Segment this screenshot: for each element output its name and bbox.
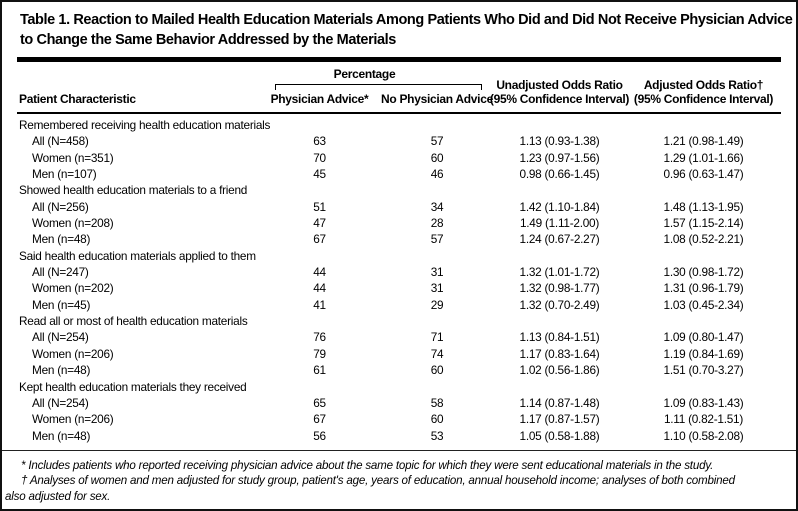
percentage-subheaders bbox=[262, 92, 497, 112]
cell-characteristic: Women (n=206) bbox=[32, 346, 114, 361]
cell-physician-advice-pct: 76 bbox=[313, 330, 326, 345]
section-label-row bbox=[17, 117, 781, 133]
section-label: Read all or most of health education materials bbox=[19, 314, 248, 329]
cell-physician-advice-pct: 79 bbox=[313, 346, 326, 361]
cell-characteristic: Women (n=206) bbox=[32, 412, 114, 427]
cell-unadjusted-or: 1.02 (0.56-1.86) bbox=[519, 363, 600, 378]
cell-unadjusted-or: 1.14 (0.87-1.48) bbox=[519, 395, 600, 410]
table-row bbox=[17, 166, 781, 182]
cell-characteristic: Men (n=45) bbox=[32, 297, 91, 312]
cell-physician-advice-pct: 41 bbox=[313, 297, 326, 312]
table-row bbox=[17, 428, 781, 444]
cell-characteristic: Men (n=48) bbox=[32, 428, 91, 443]
cell-physician-advice-pct: 44 bbox=[313, 281, 326, 296]
cell-physician-advice-pct: 67 bbox=[313, 232, 326, 247]
cell-characteristic: Men (n=48) bbox=[32, 363, 91, 378]
cell-adjusted-or: 1.30 (0.98-1.72) bbox=[663, 265, 744, 280]
cell-adjusted-or: 1.21 (0.98-1.49) bbox=[663, 134, 744, 149]
cell-no-physician-advice-pct: 29 bbox=[430, 297, 444, 312]
cell-no-physician-advice-pct: 34 bbox=[430, 199, 444, 214]
table-row bbox=[17, 280, 781, 296]
cell-characteristic: All (N=256) bbox=[32, 199, 89, 214]
footnote-asterisk: * Includes patients who reported receiving physician advice about the same topic for which they were sent educational materials in the study. bbox=[21, 458, 714, 472]
cell-characteristic: Men (n=48) bbox=[32, 232, 91, 247]
footnotes bbox=[2, 451, 796, 505]
cell-adjusted-or: 1.10 (0.58-2.08) bbox=[663, 428, 744, 443]
cell-characteristic: All (N=247) bbox=[32, 265, 89, 280]
cell-physician-advice-pct: 61 bbox=[313, 363, 326, 378]
cell-no-physician-advice-pct: 28 bbox=[430, 216, 444, 231]
column-header-adjusted-or-line-1: Adjusted Odds Ratio† bbox=[643, 78, 764, 92]
cell-adjusted-or: 1.57 (1.15-2.14) bbox=[663, 216, 744, 231]
cell-characteristic: Women (n=202) bbox=[32, 281, 114, 296]
cell-unadjusted-or: 1.17 (0.83-1.64) bbox=[519, 346, 600, 361]
footnote-dagger-line-1: † Analyses of women and men adjusted for study group, patient's age, years of education, annual household income; analyses of both combined bbox=[21, 474, 735, 488]
table-row bbox=[17, 329, 781, 345]
cell-unadjusted-or: 1.13 (0.93-1.38) bbox=[519, 134, 600, 149]
table-row bbox=[17, 362, 781, 378]
table-row bbox=[17, 395, 781, 411]
cell-no-physician-advice-pct: 46 bbox=[430, 167, 444, 182]
table-header bbox=[17, 62, 781, 114]
cell-unadjusted-or: 1.05 (0.58-1.88) bbox=[519, 428, 600, 443]
table-row bbox=[17, 215, 781, 231]
table-row bbox=[17, 150, 781, 166]
cell-no-physician-advice-pct: 31 bbox=[430, 265, 444, 280]
column-spanner-percentage: Percentage bbox=[333, 67, 396, 81]
cell-no-physician-advice-pct: 57 bbox=[430, 134, 444, 149]
section-label-row bbox=[17, 248, 781, 264]
cell-physician-advice-pct: 70 bbox=[313, 150, 326, 165]
cell-unadjusted-or: 0.98 (0.66-1.45) bbox=[519, 167, 600, 182]
column-header-adjusted-or-line-2: (95% Confidence Interval) bbox=[633, 91, 774, 106]
cell-unadjusted-or: 1.13 (0.84-1.51) bbox=[519, 330, 600, 345]
cell-no-physician-advice-pct: 53 bbox=[430, 428, 444, 443]
cell-adjusted-or: 1.19 (0.84-1.69) bbox=[663, 346, 744, 361]
cell-physician-advice-pct: 45 bbox=[313, 167, 326, 182]
section-label: Remembered receiving health education materials bbox=[19, 118, 271, 132]
table-row bbox=[17, 411, 781, 427]
cell-adjusted-or: 1.29 (1.01-1.66) bbox=[663, 150, 744, 165]
cell-adjusted-or: 1.09 (0.83-1.43) bbox=[663, 395, 744, 410]
cell-physician-advice-pct: 44 bbox=[313, 265, 326, 280]
percentage-spanner-group bbox=[262, 68, 497, 112]
cell-characteristic: Women (n=208) bbox=[32, 216, 114, 231]
cell-no-physician-advice-pct: 60 bbox=[430, 363, 444, 378]
cell-physician-advice-pct: 56 bbox=[313, 428, 326, 443]
cell-adjusted-or: 1.09 (0.80-1.47) bbox=[663, 330, 744, 345]
cell-no-physician-advice-pct: 60 bbox=[430, 150, 444, 165]
cell-characteristic: All (N=254) bbox=[32, 330, 89, 345]
cell-adjusted-or: 1.31 (0.96-1.79) bbox=[663, 281, 744, 296]
table-title-line-1: Table 1. Reaction to Mailed Health Education Materials Among Patients Who Did and Did Not Receive Physician Advice bbox=[20, 12, 793, 28]
cell-physician-advice-pct: 67 bbox=[313, 412, 326, 427]
cell-unadjusted-or: 1.32 (1.01-1.72) bbox=[519, 265, 600, 280]
cell-adjusted-or: 1.08 (0.52-2.21) bbox=[663, 232, 744, 247]
column-header-adjusted-or bbox=[600, 79, 798, 112]
cell-adjusted-or: 0.96 (0.63-1.47) bbox=[663, 167, 744, 182]
table-row bbox=[17, 231, 781, 247]
cell-adjusted-or: 1.48 (1.13-1.95) bbox=[663, 199, 744, 214]
cell-physician-advice-pct: 63 bbox=[313, 134, 326, 149]
table-row bbox=[17, 346, 781, 362]
section-label-row bbox=[17, 379, 781, 395]
cell-characteristic: Men (n=107) bbox=[32, 167, 97, 182]
cell-unadjusted-or: 1.24 (0.67-2.27) bbox=[519, 232, 600, 247]
cell-adjusted-or: 1.03 (0.45-2.34) bbox=[663, 297, 744, 312]
cell-no-physician-advice-pct: 58 bbox=[430, 395, 444, 410]
cell-characteristic: All (N=254) bbox=[32, 395, 89, 410]
cell-no-physician-advice-pct: 74 bbox=[430, 346, 444, 361]
cell-characteristic: All (N=458) bbox=[32, 134, 89, 149]
section-label: Showed health education materials to a friend bbox=[19, 183, 248, 198]
cell-no-physician-advice-pct: 31 bbox=[430, 281, 444, 296]
section-label: Said health education materials applied to them bbox=[19, 248, 256, 263]
table-row bbox=[17, 264, 781, 280]
table-title bbox=[2, 2, 796, 50]
column-header-unadjusted-or-line-1: Unadjusted Odds Ratio bbox=[496, 78, 623, 92]
cell-physician-advice-pct: 51 bbox=[313, 199, 326, 214]
cell-adjusted-or: 1.51 (0.70-3.27) bbox=[663, 363, 744, 378]
column-header-unadjusted-or-line-2: (95% Confidence Interval) bbox=[489, 91, 630, 106]
section-label-row bbox=[17, 182, 781, 198]
percentage-bracket bbox=[275, 84, 482, 90]
section-label: Kept health education materials they received bbox=[19, 379, 247, 394]
table-title-line-2: to Change the Same Behavior Addressed by the Materials bbox=[20, 31, 396, 48]
cell-unadjusted-or: 1.49 (1.11-2.00) bbox=[519, 216, 600, 231]
cell-no-physician-advice-pct: 57 bbox=[430, 232, 444, 247]
cell-characteristic: Women (n=351) bbox=[32, 150, 114, 165]
cell-no-physician-advice-pct: 71 bbox=[430, 330, 444, 345]
footnote-dagger-line-2: also adjusted for sex. bbox=[5, 489, 111, 503]
table-row bbox=[17, 133, 781, 149]
cell-unadjusted-or: 1.23 (0.97-1.56) bbox=[519, 150, 600, 165]
cell-unadjusted-or: 1.17 (0.87-1.57) bbox=[519, 412, 600, 427]
cell-unadjusted-or: 1.32 (0.98-1.77) bbox=[519, 281, 600, 296]
column-header-patient-characteristic: Patient Characteristic bbox=[19, 92, 136, 106]
table-body bbox=[17, 114, 781, 444]
cell-unadjusted-or: 1.42 (1.10-1.84) bbox=[519, 199, 600, 214]
section-label-row bbox=[17, 313, 781, 329]
cell-physician-advice-pct: 65 bbox=[313, 395, 326, 410]
cell-no-physician-advice-pct: 60 bbox=[430, 412, 444, 427]
cell-unadjusted-or: 1.32 (0.70-2.49) bbox=[519, 297, 600, 312]
column-header-no-physician-advice: No Physician Advice bbox=[381, 92, 493, 106]
table-row bbox=[17, 199, 781, 215]
cell-adjusted-or: 1.11 (0.82-1.51) bbox=[663, 412, 744, 427]
column-header-physician-advice: Physician Advice* bbox=[270, 92, 369, 106]
cell-physician-advice-pct: 47 bbox=[313, 216, 326, 231]
table-row bbox=[17, 297, 781, 313]
